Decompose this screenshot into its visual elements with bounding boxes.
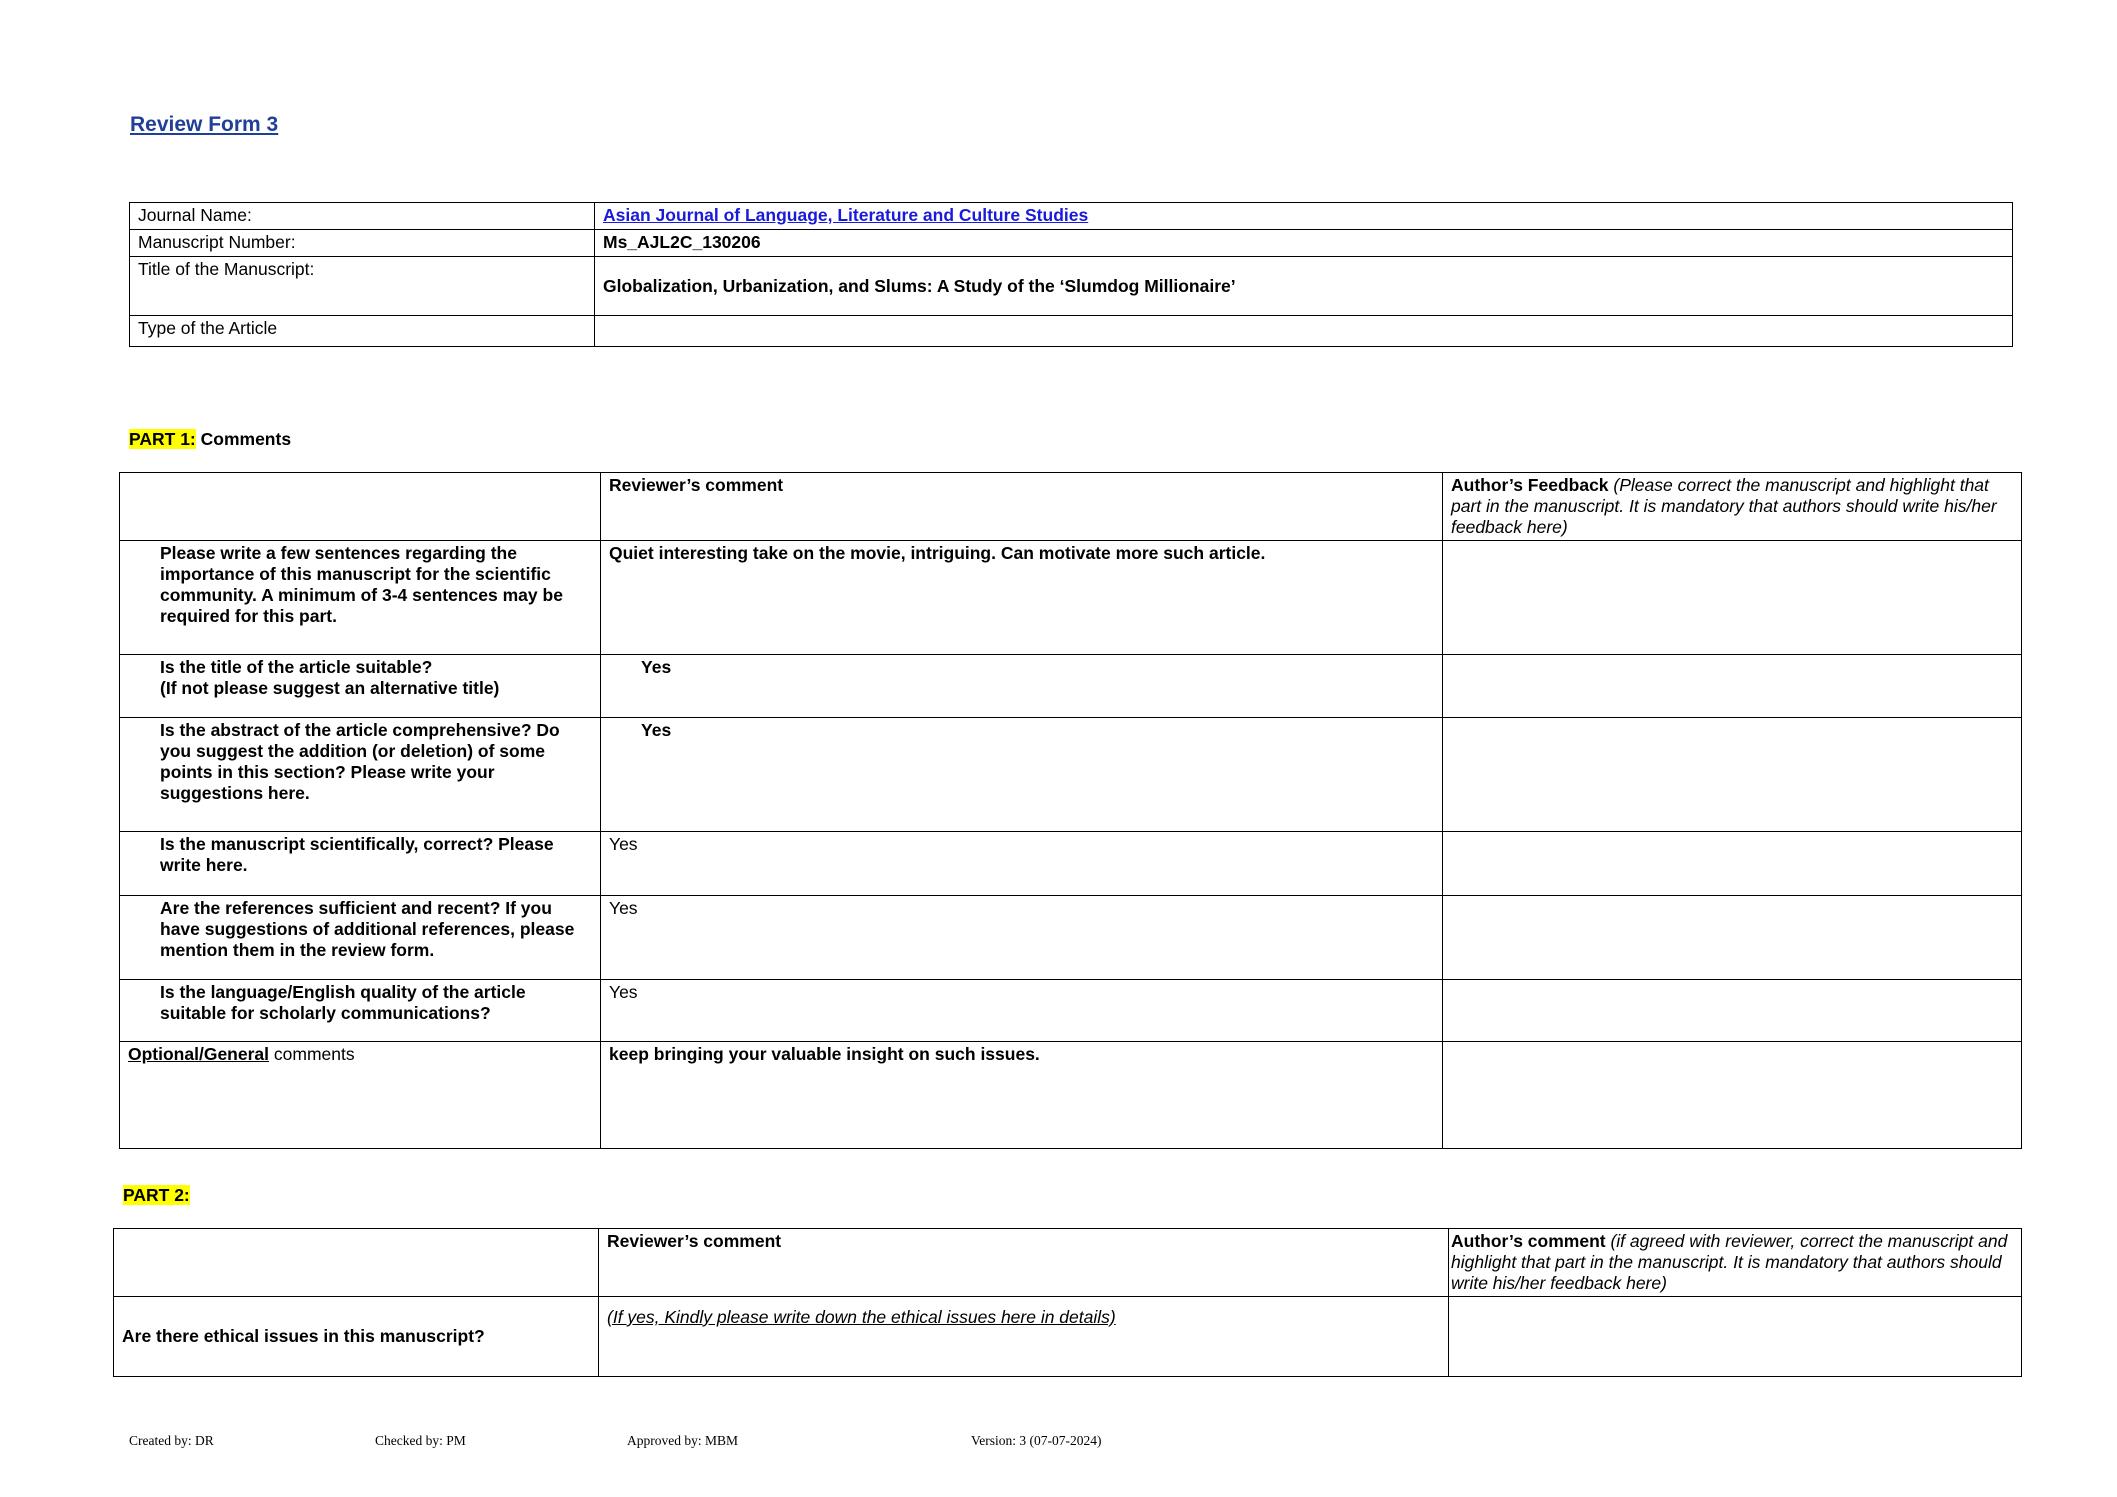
part1-suffix: Comments: [195, 429, 292, 449]
optional-comment[interactable]: keep bringing your valuable insight on such issues.: [601, 1042, 1443, 1149]
optional-label-b: /General: [198, 1044, 270, 1064]
comment-references[interactable]: Yes: [601, 896, 1443, 980]
question-ethics: Are there ethical issues in this manuscript?: [114, 1297, 599, 1377]
author-title[interactable]: [1443, 655, 2022, 718]
author-ethics[interactable]: [1449, 1297, 2022, 1377]
form-title: Review Form 3: [130, 113, 279, 136]
author-importance[interactable]: [1443, 541, 2022, 655]
author-comment-title: Author’s comment: [1451, 1231, 1606, 1251]
manuscript-title-value: Globalization, Urbanization, and Slums: A Study of the ‘Slumdog Millionaire’: [595, 257, 2013, 316]
author-scientific[interactable]: [1443, 832, 2022, 896]
part1-author-header: [1443, 473, 2022, 541]
footer-checked: Checked by: PM: [375, 1433, 466, 1448]
question-title-line1: Is the title of the article suitable?: [160, 657, 433, 677]
comment-language[interactable]: Yes: [601, 980, 1443, 1042]
comment-title[interactable]: Yes: [601, 655, 1443, 718]
article-type-label: Type of the Article: [130, 316, 595, 347]
question-abstract: Is the abstract of the article comprehensive? Do you suggest the addition (or deletion) of some points in this section? Please write your suggestions here.: [120, 718, 601, 832]
question-title: [120, 655, 601, 718]
part1-reviewer-header: Reviewer’s comment: [601, 473, 1443, 541]
manuscript-info-table: [129, 202, 2013, 347]
article-type-value[interactable]: [595, 316, 2013, 347]
part2-heading: [123, 1185, 190, 1206]
footer-created: Created by: DR: [129, 1433, 214, 1448]
optional-label-a: Optional: [128, 1044, 199, 1064]
optional-label-c: comments: [269, 1044, 355, 1064]
part2-label: PART 2:: [123, 1185, 190, 1205]
comment-scientific[interactable]: Yes: [601, 832, 1443, 896]
journal-label: Journal Name:: [130, 203, 595, 230]
question-scientific: Is the manuscript scientifically, correct? Please write here.: [120, 832, 601, 896]
manuscript-title-label: Title of the Manuscript:: [130, 257, 595, 316]
part2-ethics-table: [113, 1228, 2022, 1377]
manuscript-number-value: Ms_AJL2C_130206: [595, 230, 2013, 257]
author-comment-note: (if agreed with reviewer, correct the manuscript and highlight that part in the manuscript. It is mandatory that authors should write his/her feedback here): [1451, 1231, 2008, 1293]
footer-approved: Approved by: MBM: [627, 1433, 738, 1448]
part2-author-header: [1449, 1229, 2022, 1297]
optional-comments-label: [120, 1042, 601, 1149]
part1-label: PART 1:: [129, 429, 196, 449]
author-language[interactable]: [1443, 980, 2022, 1042]
question-title-line2: (If not please suggest an alternative title): [160, 678, 500, 698]
footer-version: Version: 3 (07-07-2024): [971, 1433, 1102, 1448]
author-references[interactable]: [1443, 896, 2022, 980]
author-feedback-title: Author’s Feedback: [1451, 475, 1609, 495]
comment-importance[interactable]: Quiet interesting take on the movie, intriguing. Can motivate more such article.: [601, 541, 1443, 655]
part1-heading: [129, 429, 291, 450]
optional-author[interactable]: [1443, 1042, 2022, 1149]
question-references: Are the references sufficient and recent? If you have suggestions of additional references, please mention them in the review form.: [120, 896, 601, 980]
author-abstract[interactable]: [1443, 718, 2022, 832]
part1-comments-table: [119, 472, 2022, 1149]
manuscript-number-label: Manuscript Number:: [130, 230, 595, 257]
part1-header-empty: [120, 473, 601, 541]
part2-reviewer-header: Reviewer’s comment: [599, 1229, 1449, 1297]
author-feedback-note: (Please correct the manuscript and highlight that part in the manuscript. It is mandatory that authors should write his/her feedback here): [1451, 475, 1997, 537]
question-importance: Please write a few sentences regarding the importance of this manuscript for the scientific community. A minimum of 3-4 sentences may be required for this part.: [120, 541, 601, 655]
question-language: Is the language/English quality of the article suitable for scholarly communications?: [120, 980, 601, 1042]
comment-ethics[interactable]: (If yes, Kindly please write down the ethical issues here in details): [599, 1297, 1449, 1377]
journal-name-link[interactable]: Asian Journal of Language, Literature and Culture Studies: [603, 205, 1089, 225]
comment-abstract[interactable]: Yes: [601, 718, 1443, 832]
part2-header-empty: [114, 1229, 599, 1297]
